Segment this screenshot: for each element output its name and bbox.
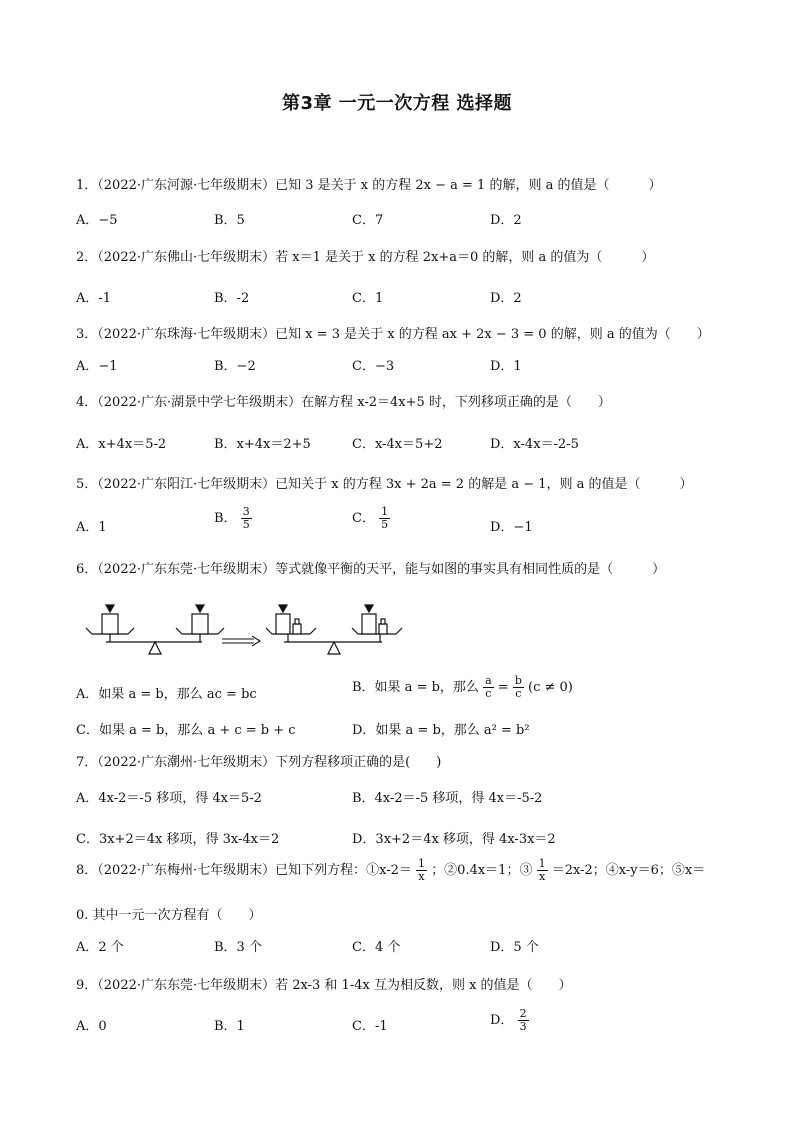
question-2-option-a[interactable]: A．-1 xyxy=(76,291,112,306)
stem-text: 8．（2022·广东梅州·七年级期末）已知下列方程：①x-2＝ xyxy=(76,863,412,878)
scale-right xyxy=(266,605,402,654)
fraction xyxy=(379,506,390,531)
question-6-option-b[interactable] xyxy=(352,675,573,700)
denominator: c xyxy=(515,687,522,700)
question-3-option-d[interactable]: D．1 xyxy=(490,359,522,374)
question-6-option-d[interactable]: D．如果 a = b，那么 a² = b² xyxy=(352,723,530,738)
denominator: 5 xyxy=(242,518,250,531)
balance-scale-figure xyxy=(80,598,410,662)
question-2-option-c[interactable]: C．1 xyxy=(352,291,384,306)
numerator: 1 xyxy=(418,857,426,870)
option-label: C． xyxy=(352,511,375,526)
question-1-option-b[interactable]: B．5 xyxy=(214,213,245,228)
fraction xyxy=(241,506,252,531)
question-9-stem: 9．（2022·广东东莞·七年级期末）若 2x-3 和 1-4x 互为相反数，则 x 的值是（ ） xyxy=(76,978,572,993)
question-6-stem: 6．（2022·广东东莞·七年级期末）等式就像平衡的天平，能与如图的事实具有相同性质的是（ ） xyxy=(76,562,666,577)
question-1-option-a[interactable]: A．−5 xyxy=(76,213,118,228)
question-6-option-c[interactable]: C．如果 a = b，那么 a + c = b + c xyxy=(76,723,296,738)
question-5-stem: 5．（2022·广东阳江·七年级期末）已知关于 x 的方程 3x + 2a = 2 的解是 a − 1，则 a 的值是（ ） xyxy=(76,477,693,492)
question-9-option-c[interactable]: C．-1 xyxy=(352,1019,388,1034)
question-1-option-c[interactable]: C．7 xyxy=(352,213,384,228)
question-9-option-d[interactable] xyxy=(490,1008,529,1033)
question-1-option-d[interactable]: D．2 xyxy=(490,213,522,228)
stem-text: ＝2x-2；④x-y＝6；⑤x＝ xyxy=(551,863,706,878)
question-7-option-b[interactable]: B．4x-2＝-5 移项，得 4x＝-5-2 xyxy=(352,791,543,806)
question-3-option-c[interactable]: C．−3 xyxy=(352,359,395,374)
question-7-option-c[interactable]: C．3x+2＝4x 移项，得 3x-4x＝2 xyxy=(76,832,280,847)
question-3-stem: 3．（2022·广东珠海·七年级期末）已知 x = 3 是关于 x 的方程 ax + 2x − 3 = 0 的解，则 a 的值为（ ） xyxy=(76,327,710,342)
question-8-option-d[interactable]: D．5 个 xyxy=(490,940,539,955)
question-8-stem-continued: 0. 其中一元一次方程有（ ） xyxy=(76,908,262,923)
option-label: B． xyxy=(214,511,237,526)
question-7-stem: 7．（2022·广东潮州·七年级期末）下列方程移项正确的是( ) xyxy=(76,755,442,770)
fraction xyxy=(537,858,548,883)
denominator: c xyxy=(485,687,492,700)
question-4-option-b[interactable]: B．x+4x＝2+5 xyxy=(214,437,311,452)
question-7-option-a[interactable]: A．4x-2＝-5 移项，得 4x＝5-2 xyxy=(76,791,262,806)
fraction xyxy=(483,675,494,700)
option-label: D． xyxy=(490,1013,514,1028)
question-3-option-b[interactable]: B．−2 xyxy=(214,359,256,374)
question-5-option-d[interactable]: D．−1 xyxy=(490,520,533,535)
question-9-option-a[interactable]: A．0 xyxy=(76,1019,107,1034)
question-2-option-d[interactable]: D．2 xyxy=(490,291,522,306)
numerator: b xyxy=(514,674,522,687)
page-title: 第3章 一元一次方程 选择题 xyxy=(281,93,513,114)
denominator: x xyxy=(538,870,546,883)
denominator: 3 xyxy=(519,1020,527,1033)
fraction xyxy=(416,858,427,883)
question-9-option-b[interactable]: B．1 xyxy=(214,1019,245,1034)
question-3-option-a[interactable]: A．−1 xyxy=(76,359,118,374)
question-6-option-a[interactable]: A．如果 a = b，那么 ac = bc xyxy=(76,687,257,702)
arrow-right-icon xyxy=(222,636,260,646)
question-4-option-d[interactable]: D．x-4x＝-2-5 xyxy=(490,437,579,452)
numerator: a xyxy=(485,674,492,687)
numerator: 1 xyxy=(381,505,389,518)
denominator: 5 xyxy=(381,518,389,531)
fraction xyxy=(518,1008,529,1033)
stem-text: ；②0.4x＝1；③ xyxy=(431,863,533,878)
numerator: 1 xyxy=(538,857,546,870)
question-8-option-c[interactable]: C．4 个 xyxy=(352,940,401,955)
question-4-option-a[interactable]: A．x+4x＝5-2 xyxy=(76,437,167,452)
question-8-option-b[interactable]: B．3 个 xyxy=(214,940,262,955)
question-4-option-c[interactable]: C．x-4x＝5+2 xyxy=(352,437,443,452)
question-5-option-c[interactable] xyxy=(352,506,390,531)
numerator: 2 xyxy=(519,1007,527,1020)
condition-text: (c ≠ 0) xyxy=(528,680,573,695)
question-5-option-b[interactable] xyxy=(214,506,252,531)
scale-left xyxy=(86,605,224,654)
question-7-option-d[interactable]: D．3x+2＝4x 移项，得 4x-3x＝2 xyxy=(352,832,556,847)
fraction xyxy=(513,675,524,700)
equals-sign: = xyxy=(497,680,509,695)
option-text: B．如果 a = b，那么 xyxy=(352,680,479,695)
question-4-stem: 4．（2022·广东·湖景中学七年级期末）在解方程 x-2＝4x+5 时，下列移项正确的是（ ） xyxy=(76,395,611,410)
question-2-stem: 2．（2022·广东佛山·七年级期末）若 x＝1 是关于 x 的方程 2x+a＝0 的解，则 a 的值为（ ） xyxy=(76,250,655,265)
question-8-stem xyxy=(76,858,705,883)
numerator: 3 xyxy=(242,505,250,518)
question-2-option-b[interactable]: B．-2 xyxy=(214,291,250,306)
question-5-option-a[interactable]: A．1 xyxy=(76,520,107,535)
question-1-stem: 1．（2022·广东河源·七年级期末）已知 3 是关于 x 的方程 2x − a = 1 的解，则 a 的值是（ ） xyxy=(76,178,662,193)
question-8-option-a[interactable]: A．2 个 xyxy=(76,940,124,955)
denominator: x xyxy=(418,870,425,883)
